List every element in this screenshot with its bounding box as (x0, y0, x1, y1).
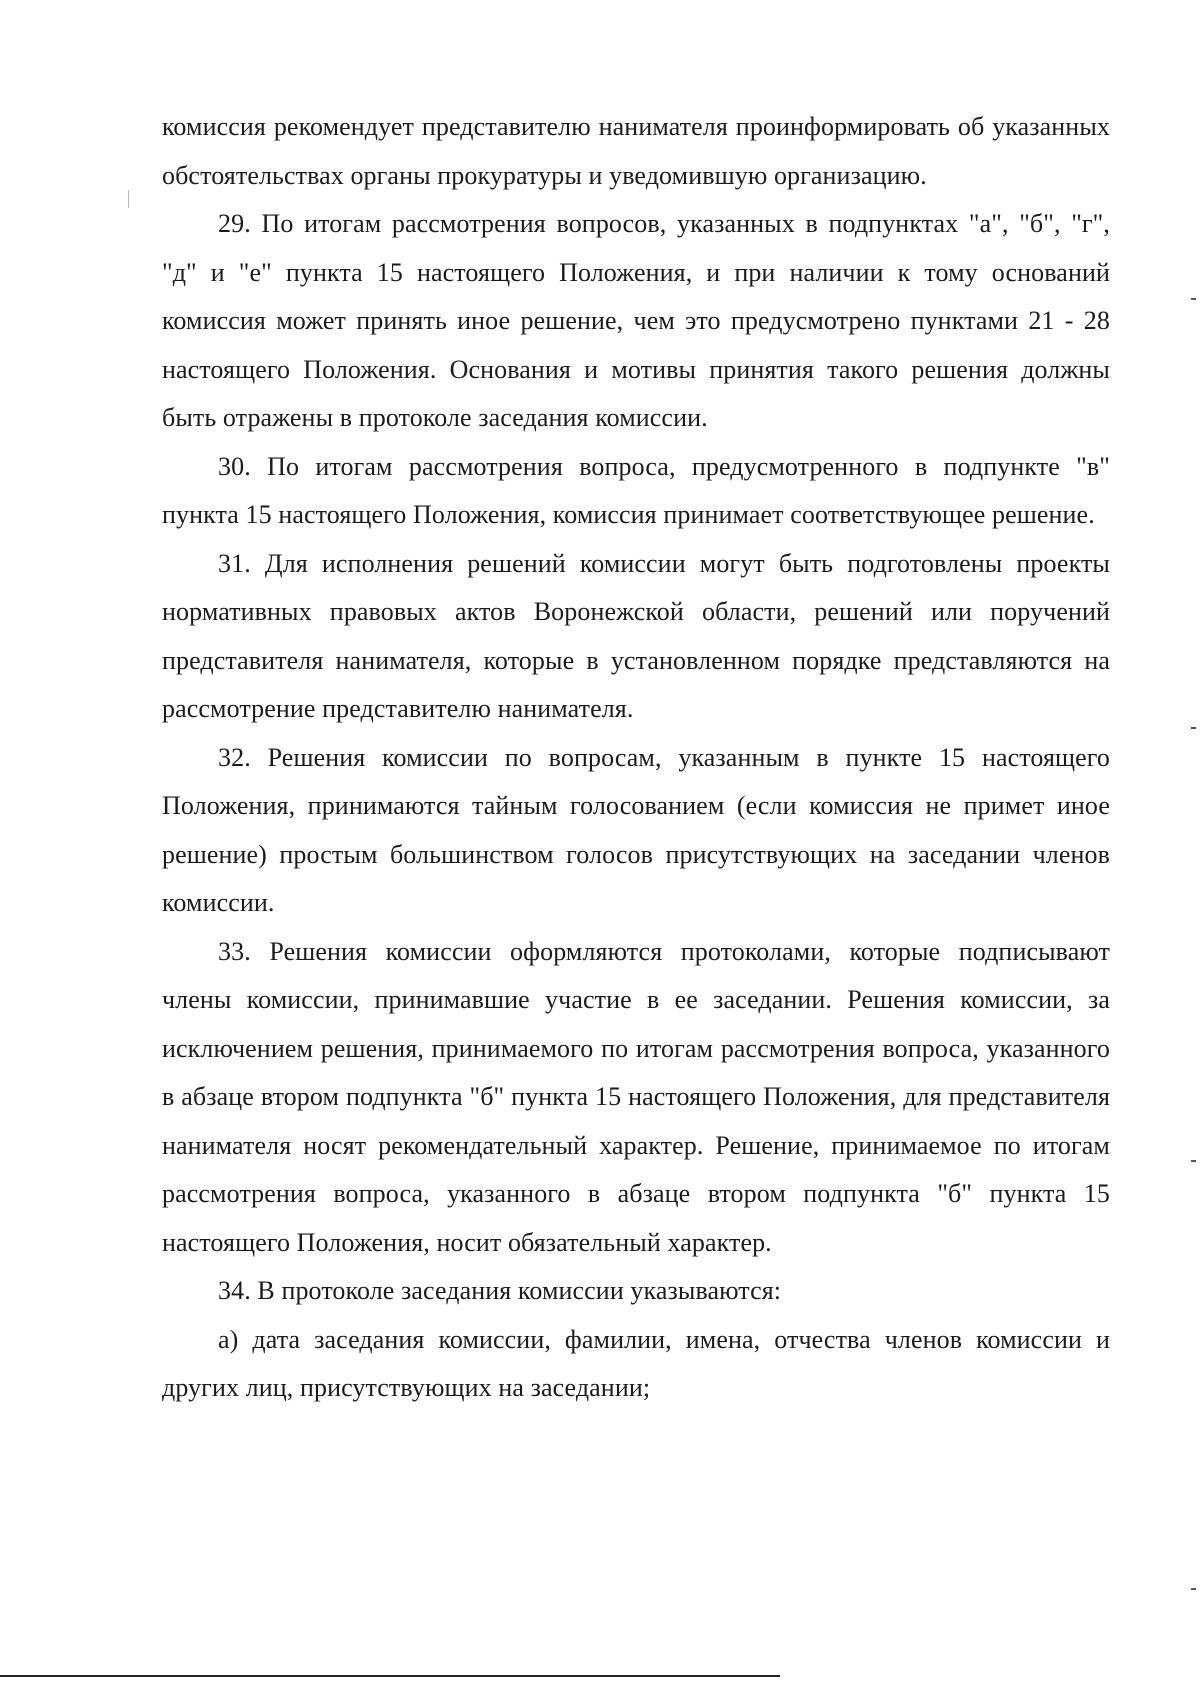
scan-margin-mark (1191, 727, 1196, 729)
scan-speck (128, 190, 129, 208)
document-body (162, 103, 1110, 1413)
paragraph-30: 30. По итогам рассмотрения вопроса, предусмотренного в подпункте "в" пункта 15 настоящего Положения, комиссия принимает соответствующее решение. (162, 451, 1110, 529)
scan-margin-mark (1191, 1160, 1196, 1162)
paragraph-34: 34. В протоколе заседания комиссии указываются: (218, 1276, 782, 1305)
paragraph-continuation: комиссия рекомендует представителю нанимателя проинформировать об указанных обстоятельствах органы прокуратуры и уведомившую организацию. (162, 112, 1110, 190)
page-bottom-rule (0, 1675, 780, 1677)
paragraph-32: 32. Решения комиссии по вопросам, указанным в пункте 15 настоящего Положения, принимаются тайным голосованием (если комиссия не примет иное решение) простым большинством голосов присутствующих на заседании членов комиссии. (162, 742, 1110, 917)
scan-margin-mark (1191, 298, 1196, 300)
paragraph-34-a: а) дата заседания комиссии, фамилии, имена, отчества членов комиссии и других лиц, присутствующих на заседании; (162, 1324, 1110, 1402)
paragraph-29: 29. По итогам рассмотрения вопросов, указанных в подпунктах "а", "б", "г", "д" и "е" пункта 15 настоящего Положения, и при наличии к тому оснований комиссия может принять иное решение, чем это предусмотрено пунктами 21 - 28 настоящего Положения. Основания и мотивы принятия такого решения должны быть отражены в протоколе заседания комиссии. (162, 209, 1110, 432)
scan-margin-mark (1191, 1588, 1196, 1590)
paragraph-33: 33. Решения комиссии оформляются протоколами, которые подписывают члены комиссии, принимавшие участие в ее заседании. Решения комиссии, за исключением решения, принимаемого по итогам рассмотрения вопроса, указанного в абзаце втором подпункта "б" пункта 15 настоящего Положения, для представителя нанимателя носят рекомендательный характер. Решение, принимаемое по итогам рассмотрения вопроса, указанного в абзаце втором подпункта "б" пункта 15 настоящего Положения, носит обязательный характер. (162, 936, 1110, 1257)
paragraph-31: 31. Для исполнения решений комиссии могут быть подготовлены проекты нормативных правовых актов Воронежской области, решений или поручений представителя нанимателя, которые в установленном порядке представляются на рассмотрение представителю нанимателя. (162, 548, 1110, 723)
